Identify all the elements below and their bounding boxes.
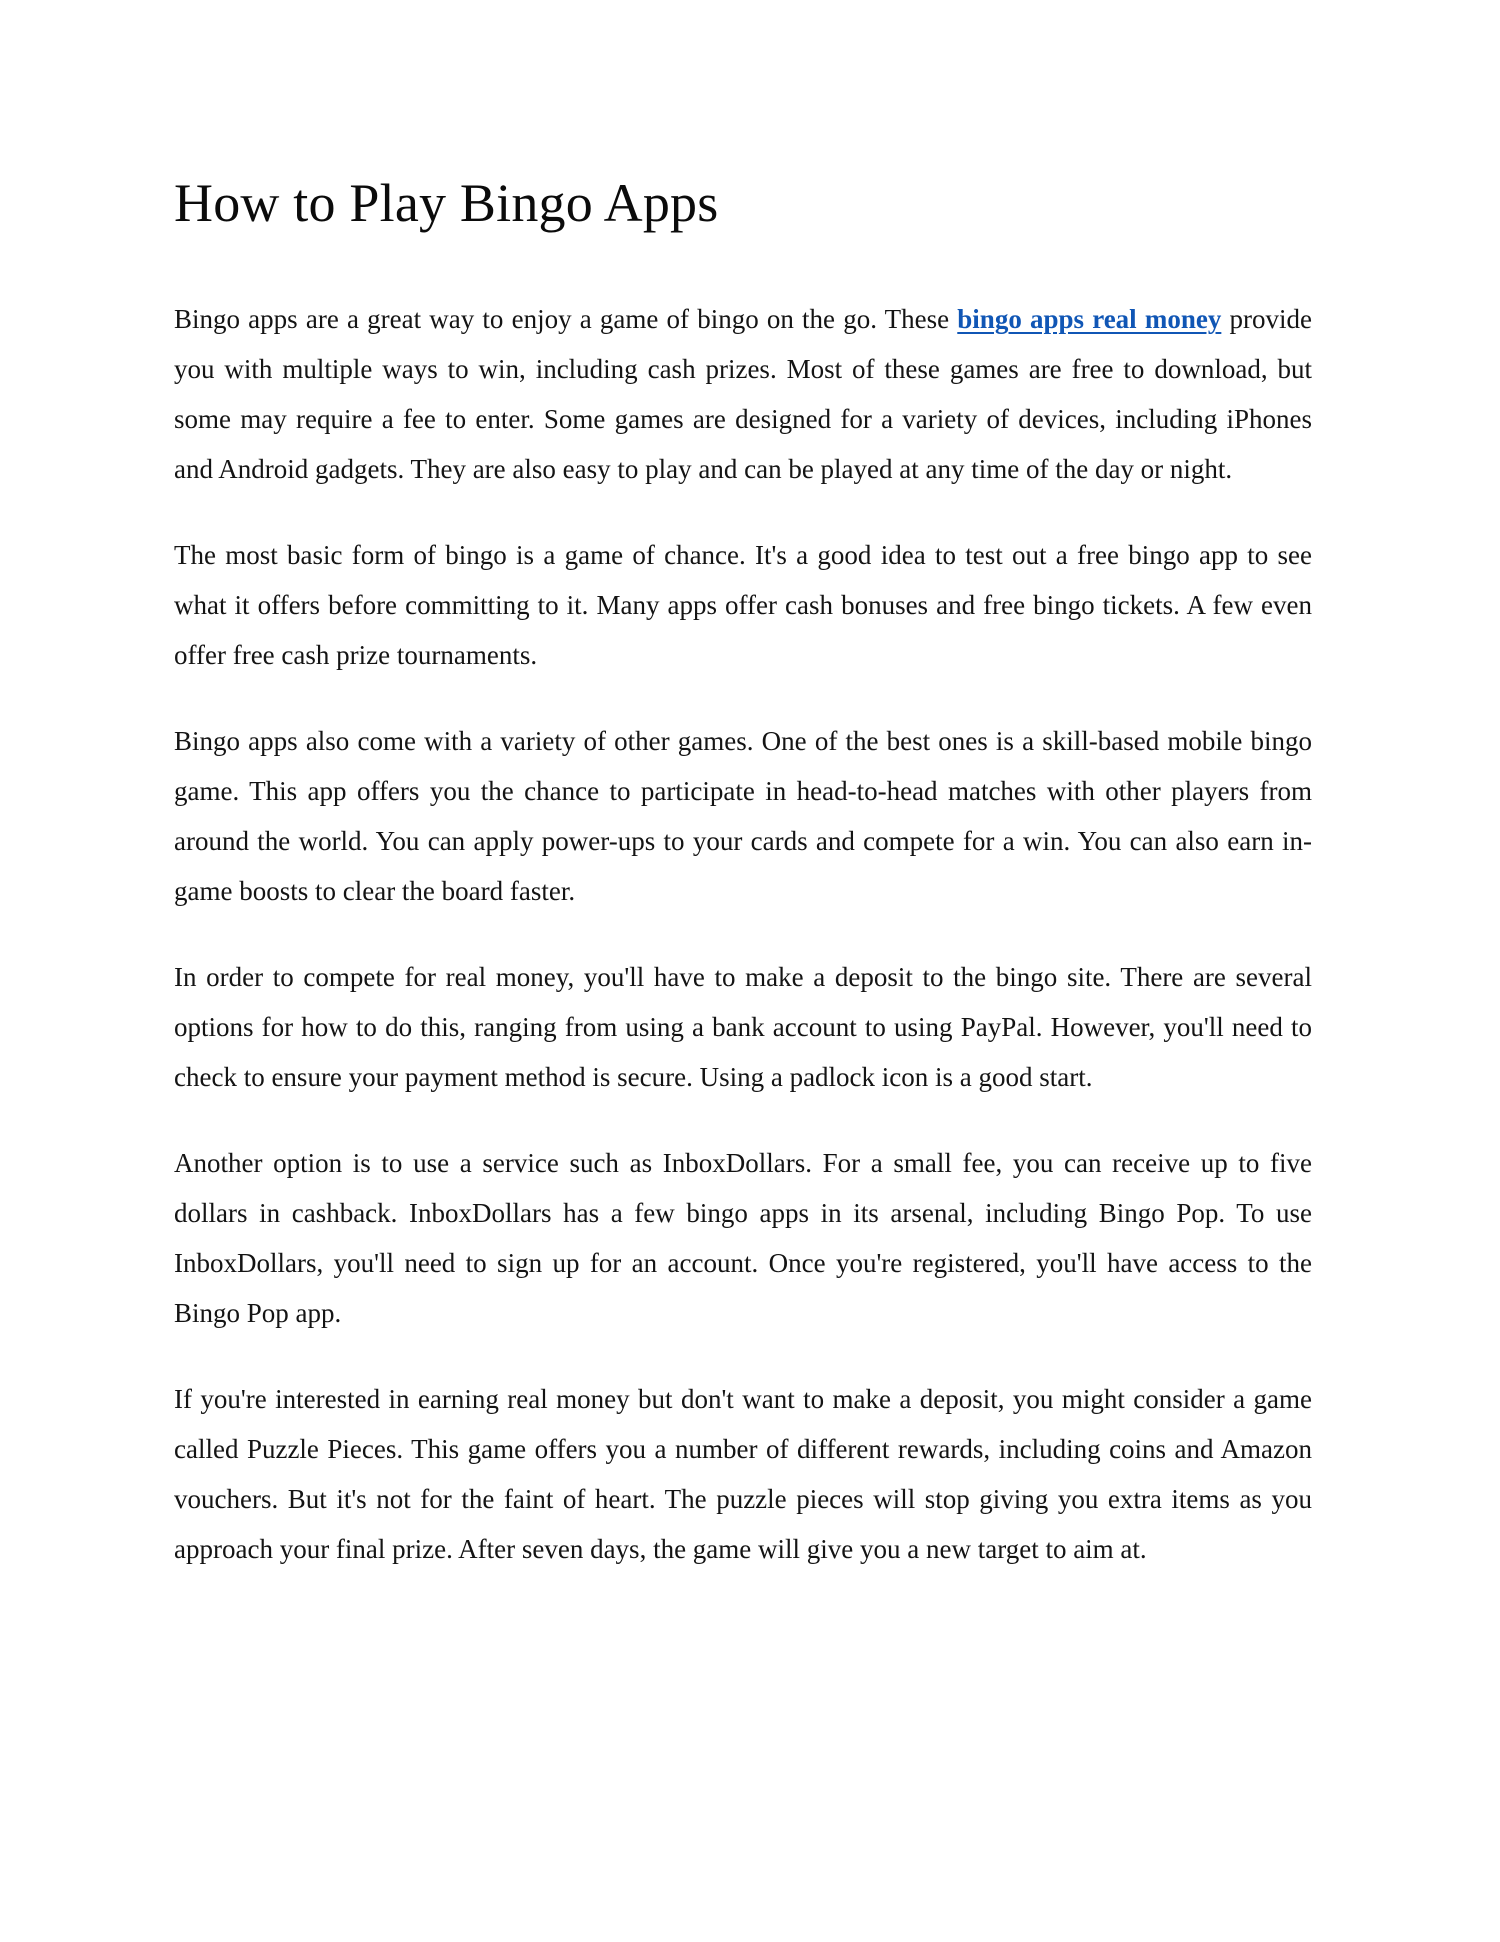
paragraph-1-text-after-link: provide you with multiple ways to win, including cash prizes. Most of these games are free to download, but some may require a fee to enter. Some games are designed for a variety of devices, including iPhones and Android gadgets. They are also easy to play and can be played at any time of the day or night. — [174, 304, 1312, 485]
page-title: How to Play Bingo Apps — [174, 173, 719, 233]
document-content — [174, 0, 1312, 1574]
paragraph-3: Bingo apps also come with a variety of other games. One of the best ones is a skill-based mobile bingo game. This app offers you the chance to participate in head-to-head matches with other players from around the world. You can apply power-ups to your cards and compete for a win. You can also earn in-game boosts to clear the board faster. — [174, 726, 1312, 907]
paragraph-6: If you're interested in earning real money but don't want to make a deposit, you might consider a game called Puzzle Pieces. This game offers you a number of different rewards, including coins and Amazon vouchers. But it's not for the faint of heart. The puzzle pieces will stop giving you extra items as you approach your final prize. After seven days, the game will give you a new target to aim at. — [174, 1384, 1312, 1565]
paragraph-1 — [174, 234, 1312, 494]
bingo-apps-real-money-link[interactable]: bingo apps real money — [957, 304, 1222, 335]
paragraph-5: Another option is to use a service such as InboxDollars. For a small fee, you can receive up to five dollars in cashback. InboxDollars has a few bingo apps in its arsenal, including Bingo Pop. To use InboxDollars, you'll need to sign up for an account. Once you're registered, you'll have access to the Bingo Pop app. — [174, 1148, 1312, 1329]
paragraph-2: The most basic form of bingo is a game of chance. It's a good idea to test out a free bingo app to see what it offers before committing to it. Many apps offer cash bonuses and free bingo tickets. A few even offer free cash prize tournaments. — [174, 540, 1312, 671]
paragraph-1-text-before-link: Bingo apps are a great way to enjoy a game of bingo on the go. These — [174, 304, 958, 335]
paragraph-4: In order to compete for real money, you'll have to make a deposit to the bingo site. There are several options for how to do this, ranging from using a bank account to using PayPal. However, you'll need to check to ensure your payment method is secure. Using a padlock icon is a good start. — [174, 962, 1312, 1093]
